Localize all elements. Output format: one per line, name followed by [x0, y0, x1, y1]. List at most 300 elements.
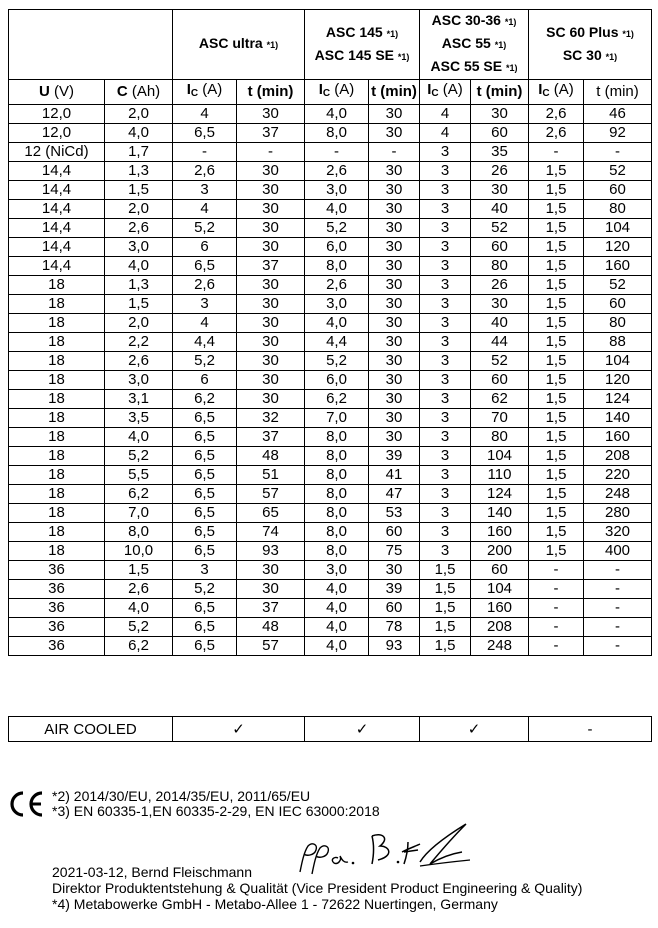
current-cell: 6,5	[173, 466, 237, 485]
current-cell: 4,0	[305, 599, 369, 618]
current-cell: 1,5	[529, 390, 584, 409]
time-cell: 48	[237, 618, 305, 637]
standards-line: *3) EN 60335-1,EN 60335-2-29, EN IEC 63000:2018	[52, 803, 380, 819]
current-cell: 1,5	[529, 238, 584, 257]
time-cell: 37	[237, 124, 305, 143]
col-time: t (min)	[584, 80, 652, 105]
current-cell: 4,0	[305, 618, 369, 637]
capacity-cell: 1,5	[105, 561, 173, 580]
current-cell: 1,5	[529, 276, 584, 295]
time-cell: 320	[584, 523, 652, 542]
time-cell: -	[584, 580, 652, 599]
time-cell: 30	[369, 276, 420, 295]
time-cell: 62	[471, 390, 529, 409]
group-name: ASC ultra	[198, 35, 263, 51]
voltage-cell: 18	[9, 409, 105, 428]
time-cell: 30	[471, 181, 529, 200]
current-cell: 3	[420, 523, 471, 542]
time-cell: 37	[237, 428, 305, 447]
current-cell: 6	[173, 371, 237, 390]
time-cell: 44	[471, 333, 529, 352]
current-cell: 6,5	[173, 618, 237, 637]
time-cell: 48	[237, 447, 305, 466]
current-cell: 4	[173, 200, 237, 219]
current-cell: 3	[420, 428, 471, 447]
current-cell: 6,5	[173, 257, 237, 276]
voltage-cell: 14,4	[9, 162, 105, 181]
time-cell: 46	[584, 105, 652, 124]
time-cell: 124	[584, 390, 652, 409]
current-cell: -	[305, 143, 369, 162]
current-cell: 1,5	[529, 523, 584, 542]
voltage-cell: 14,4	[9, 200, 105, 219]
time-cell: 30	[471, 105, 529, 124]
time-cell: 208	[584, 447, 652, 466]
time-cell: 52	[584, 162, 652, 181]
time-cell: 41	[369, 466, 420, 485]
current-cell: 6,2	[173, 390, 237, 409]
current-cell: 4	[173, 314, 237, 333]
voltage-cell: 18	[9, 333, 105, 352]
current-cell: 2,6	[173, 276, 237, 295]
time-cell: 220	[584, 466, 652, 485]
time-cell: 40	[471, 314, 529, 333]
time-cell: 30	[369, 200, 420, 219]
time-cell: 30	[369, 162, 420, 181]
time-cell: -	[369, 143, 420, 162]
time-cell: 30	[369, 314, 420, 333]
time-cell: 35	[471, 143, 529, 162]
capacity-cell: 2,0	[105, 200, 173, 219]
time-cell: 60	[369, 599, 420, 618]
time-cell: 104	[584, 352, 652, 371]
voltage-cell: 14,4	[9, 238, 105, 257]
capacity-cell: 4,0	[105, 257, 173, 276]
voltage-cell: 36	[9, 637, 105, 656]
time-cell: 30	[237, 333, 305, 352]
col-current: IC (A)	[529, 80, 584, 105]
capacity-cell: 3,0	[105, 238, 173, 257]
capacity-cell: 5,2	[105, 447, 173, 466]
time-cell: 30	[237, 371, 305, 390]
time-cell: 30	[369, 257, 420, 276]
time-cell: 40	[471, 200, 529, 219]
current-cell: 5,2	[173, 580, 237, 599]
time-cell: 57	[237, 485, 305, 504]
time-cell: 37	[237, 599, 305, 618]
time-cell: 30	[369, 105, 420, 124]
current-cell: 3,0	[305, 181, 369, 200]
time-cell: 47	[369, 485, 420, 504]
voltage-cell: 18	[9, 523, 105, 542]
capacity-cell: 1,3	[105, 276, 173, 295]
time-cell: 30	[369, 238, 420, 257]
current-cell: 1,5	[529, 162, 584, 181]
time-cell: 74	[237, 523, 305, 542]
time-cell: 52	[471, 352, 529, 371]
time-cell: 30	[369, 352, 420, 371]
capacity-cell: 8,0	[105, 523, 173, 542]
voltage-cell: 14,4	[9, 181, 105, 200]
current-cell: 2,6	[305, 276, 369, 295]
time-cell: 60	[471, 238, 529, 257]
time-cell: 60	[369, 523, 420, 542]
current-cell: 3	[420, 181, 471, 200]
voltage-cell: 18	[9, 390, 105, 409]
time-cell: -	[584, 637, 652, 656]
time-cell: 70	[471, 409, 529, 428]
current-cell: 1,5	[529, 447, 584, 466]
time-cell: 57	[237, 637, 305, 656]
time-cell: -	[584, 143, 652, 162]
time-cell: 30	[237, 162, 305, 181]
time-cell: 53	[369, 504, 420, 523]
current-cell: 4	[173, 105, 237, 124]
time-cell: 32	[237, 409, 305, 428]
time-cell: 30	[237, 295, 305, 314]
current-cell: 3	[420, 200, 471, 219]
time-cell: 30	[369, 333, 420, 352]
time-cell: 37	[237, 257, 305, 276]
capacity-cell: 2,0	[105, 314, 173, 333]
col-current: IC (A)	[420, 80, 471, 105]
capacity-cell: 5,2	[105, 618, 173, 637]
col-capacity: C (Ah)	[105, 80, 173, 105]
voltage-cell: 18	[9, 276, 105, 295]
current-cell: 8,0	[305, 466, 369, 485]
time-cell: 248	[584, 485, 652, 504]
col-time: t (min)	[237, 80, 305, 105]
air-cooled-value: ✓	[420, 717, 529, 742]
time-cell: 92	[584, 124, 652, 143]
time-cell: 120	[584, 371, 652, 390]
time-cell: 80	[471, 257, 529, 276]
time-cell: 30	[237, 238, 305, 257]
capacity-cell: 5,5	[105, 466, 173, 485]
current-cell: 8,0	[305, 542, 369, 561]
current-cell: 3	[420, 219, 471, 238]
voltage-cell: 18	[9, 466, 105, 485]
time-cell: 80	[584, 200, 652, 219]
current-cell: 6,5	[173, 637, 237, 656]
current-cell: 1,5	[529, 485, 584, 504]
time-cell: 124	[471, 485, 529, 504]
current-cell: 3	[420, 143, 471, 162]
time-cell: 200	[471, 542, 529, 561]
voltage-cell: 18	[9, 542, 105, 561]
time-cell: -	[237, 143, 305, 162]
time-cell: 39	[369, 580, 420, 599]
current-cell: 4	[420, 105, 471, 124]
footnote-ref: *1)	[266, 40, 279, 50]
time-cell: 30	[237, 580, 305, 599]
current-cell: 3	[420, 257, 471, 276]
signature-icon	[290, 822, 480, 882]
current-cell: 5,2	[173, 219, 237, 238]
current-cell: 1,5	[529, 314, 584, 333]
current-cell: 1,5	[529, 219, 584, 238]
current-cell: 6,0	[305, 238, 369, 257]
voltage-cell: 36	[9, 599, 105, 618]
time-cell: 120	[584, 238, 652, 257]
group-name: SC 60 Plus	[546, 23, 619, 40]
current-cell: 7,0	[305, 409, 369, 428]
col-time: t (min)	[471, 80, 529, 105]
time-cell: 26	[471, 162, 529, 181]
current-cell: 6,5	[173, 485, 237, 504]
current-cell: -	[529, 580, 584, 599]
current-cell: 1,5	[529, 181, 584, 200]
air-cooled-value: -	[529, 717, 652, 742]
capacity-cell: 4,0	[105, 599, 173, 618]
capacity-cell: 7,0	[105, 504, 173, 523]
current-cell: 3	[420, 542, 471, 561]
group-name: ASC 145	[325, 23, 383, 40]
current-cell: 5,2	[305, 219, 369, 238]
capacity-cell: 6,2	[105, 485, 173, 504]
current-cell: 1,5	[529, 504, 584, 523]
current-cell: -	[529, 618, 584, 637]
time-cell: 30	[369, 409, 420, 428]
current-cell: 1,5	[529, 371, 584, 390]
group-name: ASC 55	[441, 35, 491, 51]
time-cell: 30	[237, 352, 305, 371]
current-cell: 6,0	[305, 371, 369, 390]
current-cell: 8,0	[305, 504, 369, 523]
group-name: ASC 145 SE	[314, 46, 394, 63]
current-cell: 3	[420, 390, 471, 409]
group-name: ASC 30-36	[431, 12, 501, 28]
time-cell: 30	[237, 314, 305, 333]
time-cell: 30	[237, 276, 305, 295]
capacity-cell: 3,0	[105, 371, 173, 390]
current-cell: 8,0	[305, 447, 369, 466]
current-cell: 3	[420, 409, 471, 428]
current-cell: 6,5	[173, 542, 237, 561]
current-cell: 6,5	[173, 447, 237, 466]
time-cell: 30	[369, 371, 420, 390]
time-cell: 30	[237, 181, 305, 200]
current-cell: 6,5	[173, 599, 237, 618]
current-cell: 4,0	[305, 200, 369, 219]
time-cell: 30	[237, 219, 305, 238]
voltage-cell: 12,0	[9, 105, 105, 124]
company-address: *4) Metabowerke GmbH - Metabo-Allee 1 - 72622 Nuertingen, Germany	[52, 896, 498, 912]
time-cell: 104	[584, 219, 652, 238]
footnote-ref: *1)	[605, 51, 618, 62]
current-cell: 8,0	[305, 257, 369, 276]
time-cell: 248	[471, 637, 529, 656]
col-current: IC (A)	[173, 80, 237, 105]
current-cell: 3	[420, 504, 471, 523]
current-cell: 6,5	[173, 504, 237, 523]
time-cell: 140	[471, 504, 529, 523]
current-cell: 8,0	[305, 485, 369, 504]
current-cell: 1,5	[529, 409, 584, 428]
time-cell: 160	[584, 257, 652, 276]
voltage-cell: 18	[9, 504, 105, 523]
voltage-cell: 36	[9, 618, 105, 637]
current-cell: 2,6	[305, 162, 369, 181]
voltage-cell: 18	[9, 428, 105, 447]
voltage-cell: 14,4	[9, 257, 105, 276]
time-cell: 140	[584, 409, 652, 428]
time-cell: 30	[471, 295, 529, 314]
current-cell: 6,5	[173, 409, 237, 428]
air-cooled-value: ✓	[173, 717, 305, 742]
voltage-cell: 12,0	[9, 124, 105, 143]
capacity-cell: 2,6	[105, 580, 173, 599]
capacity-cell: 10,0	[105, 542, 173, 561]
current-cell: 1,5	[420, 561, 471, 580]
current-cell: 1,5	[529, 200, 584, 219]
time-cell: 104	[471, 447, 529, 466]
capacity-cell: 2,2	[105, 333, 173, 352]
current-cell: -	[529, 143, 584, 162]
current-cell: 1,5	[420, 618, 471, 637]
current-cell: 8,0	[305, 124, 369, 143]
time-cell: 400	[584, 542, 652, 561]
time-cell: 30	[369, 219, 420, 238]
group-name: ASC 55 SE	[430, 58, 503, 74]
voltage-cell: 18	[9, 352, 105, 371]
current-cell: 3	[420, 295, 471, 314]
time-cell: 30	[369, 428, 420, 447]
current-cell: 4,4	[305, 333, 369, 352]
current-cell: 3	[420, 352, 471, 371]
current-cell: 1,5	[529, 542, 584, 561]
time-cell: 60	[584, 181, 652, 200]
time-cell: 30	[237, 561, 305, 580]
capacity-cell: 1,5	[105, 295, 173, 314]
time-cell: 60	[471, 371, 529, 390]
time-cell: 30	[369, 295, 420, 314]
current-cell: 6,2	[305, 390, 369, 409]
time-cell: 80	[471, 428, 529, 447]
voltage-cell: 18	[9, 314, 105, 333]
time-cell: 30	[369, 124, 420, 143]
time-cell: 30	[369, 561, 420, 580]
capacity-cell: 4,0	[105, 428, 173, 447]
time-cell: 280	[584, 504, 652, 523]
time-cell: 160	[471, 599, 529, 618]
capacity-cell: 1,3	[105, 162, 173, 181]
current-cell: 2,6	[529, 124, 584, 143]
current-cell: 3	[420, 314, 471, 333]
current-cell: 3	[420, 371, 471, 390]
current-cell: -	[529, 599, 584, 618]
current-cell: 1,5	[529, 333, 584, 352]
footnote-ref: *1)	[397, 51, 410, 62]
voltage-cell: 18	[9, 371, 105, 390]
current-cell: 1,5	[529, 257, 584, 276]
current-cell: 1,5	[529, 466, 584, 485]
current-cell: 1,5	[529, 295, 584, 314]
current-cell: 1,5	[420, 637, 471, 656]
current-cell: 3	[173, 295, 237, 314]
time-cell: 75	[369, 542, 420, 561]
capacity-cell: 4,0	[105, 124, 173, 143]
current-cell: 3	[420, 333, 471, 352]
voltage-cell: 18	[9, 295, 105, 314]
time-cell: 30	[237, 390, 305, 409]
current-cell: 2,6	[529, 105, 584, 124]
time-cell: 60	[471, 561, 529, 580]
current-cell: -	[173, 143, 237, 162]
time-cell: 30	[237, 105, 305, 124]
capacity-cell: 6,2	[105, 637, 173, 656]
current-cell: 3,0	[305, 295, 369, 314]
current-cell: 8,0	[305, 523, 369, 542]
time-cell: 88	[584, 333, 652, 352]
capacity-cell: 2,0	[105, 105, 173, 124]
time-cell: 30	[369, 181, 420, 200]
time-cell: 78	[369, 618, 420, 637]
ce-mark-icon	[6, 789, 46, 819]
current-cell: 6,5	[173, 428, 237, 447]
current-cell: 4,0	[305, 580, 369, 599]
current-cell: 6	[173, 238, 237, 257]
footnote-ref: *1)	[494, 40, 507, 50]
time-cell: 80	[584, 314, 652, 333]
current-cell: 3	[420, 447, 471, 466]
current-cell: 1,5	[529, 428, 584, 447]
capacity-cell: 3,5	[105, 409, 173, 428]
current-cell: 3	[173, 561, 237, 580]
time-cell: 60	[471, 124, 529, 143]
time-cell: 93	[237, 542, 305, 561]
current-cell: 3	[420, 238, 471, 257]
air-cooled-value: ✓	[305, 717, 420, 742]
signatory-title: Direktor Produktentstehung & Qualität (Vice President Product Engineering & Quality)	[52, 880, 583, 896]
time-cell: 52	[584, 276, 652, 295]
group-name: SC 30	[562, 46, 602, 63]
current-cell: 1,5	[420, 599, 471, 618]
voltage-cell: 18	[9, 485, 105, 504]
footnote-ref: *1)	[506, 63, 518, 73]
current-cell: -	[529, 637, 584, 656]
current-cell: 8,0	[305, 428, 369, 447]
current-cell: 5,2	[173, 352, 237, 371]
voltage-cell: 18	[9, 447, 105, 466]
time-cell: -	[584, 561, 652, 580]
col-voltage: U (V)	[9, 80, 105, 105]
time-cell: 30	[369, 390, 420, 409]
col-time: t (min)	[369, 80, 420, 105]
time-cell: 26	[471, 276, 529, 295]
capacity-cell: 3,1	[105, 390, 173, 409]
current-cell: 3	[420, 162, 471, 181]
time-cell: 160	[584, 428, 652, 447]
current-cell: 3	[420, 485, 471, 504]
time-cell: 30	[237, 200, 305, 219]
current-cell: 3	[420, 276, 471, 295]
time-cell: 39	[369, 447, 420, 466]
voltage-cell: 36	[9, 580, 105, 599]
current-cell: 5,2	[305, 352, 369, 371]
date-signatory: 2021-03-12, Bernd Fleischmann	[52, 864, 253, 880]
capacity-cell: 1,7	[105, 143, 173, 162]
footnote-ref: *1)	[386, 28, 399, 39]
footnote-ref: *1)	[622, 28, 634, 39]
current-cell: 1,5	[529, 352, 584, 371]
current-cell: 3,0	[305, 561, 369, 580]
current-cell: -	[529, 561, 584, 580]
air-cooled-label: AIR COOLED	[9, 717, 173, 742]
voltage-cell: 12 (NiCd)	[9, 143, 105, 162]
col-current: IC (A)	[305, 80, 369, 105]
current-cell: 1,5	[420, 580, 471, 599]
